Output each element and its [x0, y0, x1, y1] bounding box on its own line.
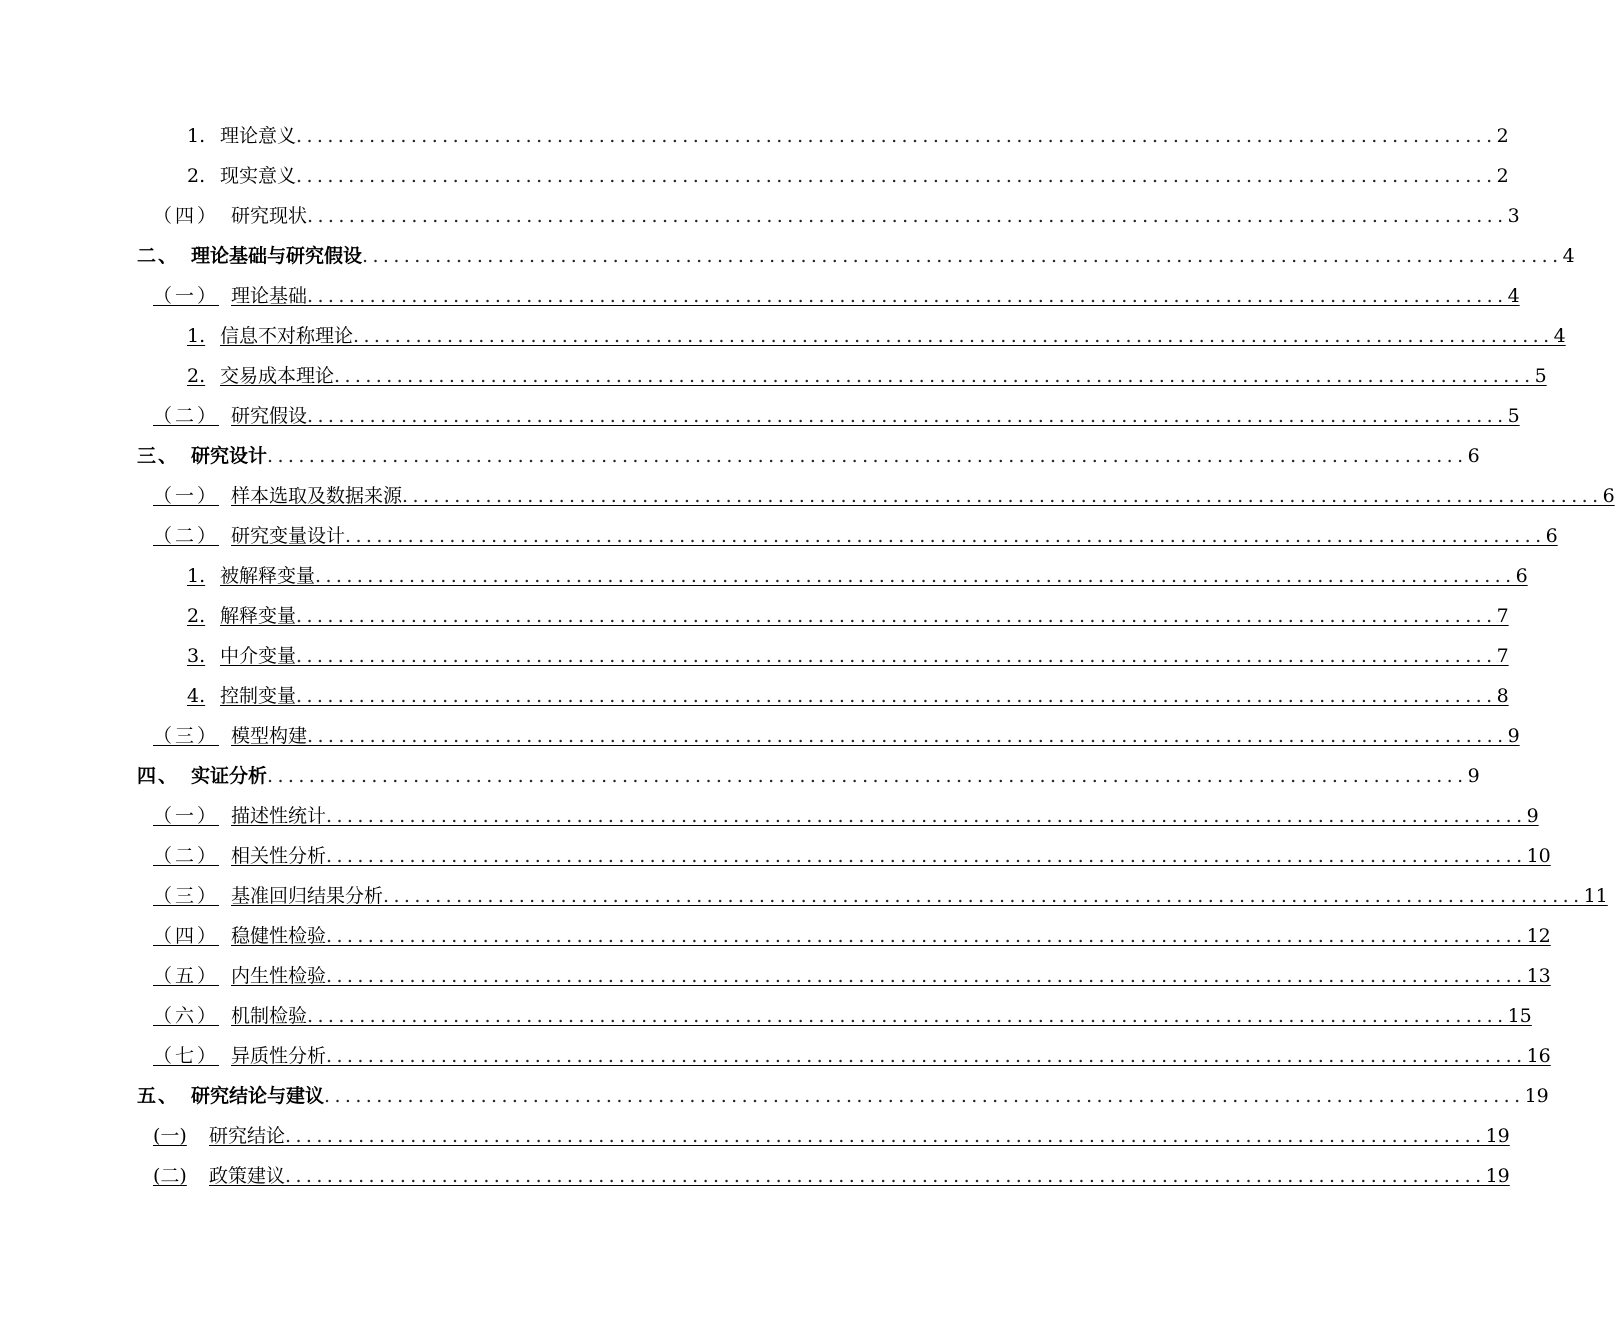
- entry-number: （三）: [153, 725, 220, 747]
- entry-page-number: 13: [1526, 965, 1551, 987]
- toc-entry[interactable]: [187, 637, 1509, 667]
- toc-entry[interactable]: [153, 957, 1551, 987]
- entry-number: 1.: [187, 125, 206, 147]
- entry-number: 3.: [187, 645, 206, 667]
- toc-entry[interactable]: [153, 717, 1520, 747]
- dot-leader: ...................................................................................................................: [307, 405, 1508, 427]
- section-number: 三、: [137, 445, 180, 467]
- entry-page-number: 4: [1507, 285, 1520, 307]
- entry-page-number: 10: [1526, 845, 1551, 867]
- entry-page-number: 7: [1496, 605, 1509, 627]
- entry-title: 样本选取及数据来源: [231, 485, 403, 507]
- toc-entry[interactable]: [187, 157, 1509, 187]
- entry-title: 理论意义: [220, 125, 297, 147]
- dot-leader: ...................................................................................................................: [307, 205, 1508, 227]
- section-title: 实证分析: [191, 765, 268, 787]
- dot-leader: ...................................................................................................................: [315, 565, 1516, 587]
- dot-leader: ...................................................................................................................: [267, 765, 1468, 787]
- toc-section-heading[interactable]: [137, 437, 1480, 467]
- entry-number: (二): [153, 1165, 187, 1187]
- dot-leader: ...................................................................................................................: [285, 1165, 1486, 1187]
- entry-page-number: 12: [1526, 925, 1551, 947]
- toc-entry[interactable]: [153, 517, 1558, 547]
- entry-page-number: 2: [1496, 125, 1509, 147]
- entry-page-number: 19: [1524, 1085, 1549, 1107]
- entry-number: 2.: [187, 365, 206, 387]
- entry-number: （二）: [153, 525, 220, 547]
- dot-leader: ...................................................................................................................: [353, 325, 1554, 347]
- entry-title: 相关性分析: [231, 845, 327, 867]
- entry-title: 模型构建: [231, 725, 308, 747]
- entry-number: （一）: [153, 285, 220, 307]
- section-title: 理论基础与研究假设: [191, 245, 363, 267]
- dot-leader: ...................................................................................................................: [267, 445, 1468, 467]
- toc-entry[interactable]: [153, 1157, 1510, 1187]
- toc-entry[interactable]: [153, 477, 1615, 507]
- entry-number: 2.: [187, 165, 206, 187]
- section-title: 研究结论与建议: [191, 1085, 325, 1107]
- toc-entry[interactable]: [153, 197, 1520, 227]
- entry-page-number: 19: [1485, 1125, 1510, 1147]
- entry-page-number: 4: [1553, 325, 1566, 347]
- entry-page-number: 11: [1583, 885, 1608, 907]
- entry-page-number: 19: [1485, 1165, 1510, 1187]
- toc-entry[interactable]: [153, 277, 1520, 307]
- dot-leader: ...................................................................................................................: [296, 605, 1497, 627]
- entry-title: 控制变量: [220, 685, 297, 707]
- toc-entry[interactable]: [187, 677, 1509, 707]
- entry-title: 稳健性检验: [231, 925, 327, 947]
- entry-title: 中介变量: [220, 645, 297, 667]
- toc-section-heading[interactable]: [137, 757, 1480, 787]
- toc-entry[interactable]: [153, 917, 1551, 947]
- entry-page-number: 9: [1507, 725, 1520, 747]
- entry-number: （四）: [153, 925, 220, 947]
- entry-title: 基准回归结果分析: [231, 885, 384, 907]
- dot-leader: ...................................................................................................................: [326, 925, 1527, 947]
- toc-entry[interactable]: [187, 557, 1528, 587]
- section-number: 四、: [137, 765, 180, 787]
- entry-page-number: 5: [1534, 365, 1547, 387]
- entry-title: 研究结论: [209, 1125, 286, 1147]
- dot-leader: ...................................................................................................................: [296, 165, 1497, 187]
- dot-leader: ...................................................................................................................: [383, 885, 1584, 907]
- entry-page-number: 6: [1602, 485, 1615, 507]
- toc-entry[interactable]: [153, 797, 1539, 827]
- entry-number: （四）: [153, 205, 220, 227]
- toc-entry[interactable]: [187, 597, 1509, 627]
- toc-entry[interactable]: [187, 317, 1566, 347]
- entry-page-number: 9: [1467, 765, 1480, 787]
- entry-number: 4.: [187, 685, 206, 707]
- entry-number: 1.: [187, 325, 206, 347]
- entry-page-number: 6: [1467, 445, 1480, 467]
- entry-number: 1.: [187, 565, 206, 587]
- dot-leader: ...................................................................................................................: [362, 245, 1563, 267]
- toc-section-heading[interactable]: [137, 237, 1575, 267]
- entry-page-number: 7: [1496, 645, 1509, 667]
- section-number: 五、: [137, 1085, 180, 1107]
- entry-page-number: 6: [1545, 525, 1558, 547]
- entry-title: 政策建议: [209, 1165, 286, 1187]
- entry-number: （二）: [153, 405, 220, 427]
- entry-title: 机制检验: [231, 1005, 308, 1027]
- entry-title: 理论基础: [231, 285, 308, 307]
- dot-leader: ...................................................................................................................: [307, 725, 1508, 747]
- entry-page-number: 2: [1496, 165, 1509, 187]
- entry-title: 被解释变量: [220, 565, 316, 587]
- entry-page-number: 5: [1507, 405, 1520, 427]
- entry-number: （二）: [153, 845, 220, 867]
- entry-title: 研究假设: [231, 405, 308, 427]
- entry-number: （三）: [153, 885, 220, 907]
- dot-leader: ...................................................................................................................: [296, 125, 1497, 147]
- entry-number: 2.: [187, 605, 206, 627]
- dot-leader: ...................................................................................................................: [296, 685, 1497, 707]
- section-title: 研究设计: [191, 445, 268, 467]
- entry-title: 信息不对称理论: [220, 325, 354, 347]
- toc-entry[interactable]: [153, 877, 1608, 907]
- dot-leader: ...................................................................................................................: [307, 1005, 1508, 1027]
- entry-title: 描述性统计: [231, 805, 327, 827]
- entry-number: (一): [153, 1125, 187, 1147]
- entry-number: （一）: [153, 805, 220, 827]
- dot-leader: ...................................................................................................................: [307, 285, 1508, 307]
- toc-entry[interactable]: [187, 357, 1547, 387]
- toc-entry[interactable]: [153, 397, 1520, 427]
- section-number: 二、: [137, 245, 180, 267]
- dot-leader: ...................................................................................................................: [324, 1085, 1525, 1107]
- entry-title: 研究变量设计: [231, 525, 346, 547]
- dot-leader: ...................................................................................................................: [402, 485, 1603, 507]
- toc-entry[interactable]: [153, 1037, 1551, 1067]
- entry-title: 现实意义: [220, 165, 297, 187]
- entry-number: （一）: [153, 485, 220, 507]
- dot-leader: ...................................................................................................................: [296, 645, 1497, 667]
- dot-leader: ...................................................................................................................: [326, 1045, 1527, 1067]
- toc-section-heading[interactable]: [137, 1077, 1549, 1107]
- toc-entry[interactable]: [153, 1117, 1510, 1147]
- dot-leader: ...................................................................................................................: [334, 365, 1535, 387]
- entry-page-number: 3: [1507, 205, 1520, 227]
- toc-entry[interactable]: [153, 997, 1532, 1027]
- entry-title: 解释变量: [220, 605, 297, 627]
- entry-number: （五）: [153, 965, 220, 987]
- dot-leader: ...................................................................................................................: [326, 965, 1527, 987]
- dot-leader: ...................................................................................................................: [326, 805, 1527, 827]
- toc-entry[interactable]: [187, 117, 1509, 147]
- entry-page-number: 8: [1496, 685, 1509, 707]
- entry-page-number: 16: [1526, 1045, 1551, 1067]
- entry-page-number: 15: [1507, 1005, 1532, 1027]
- entry-page-number: 6: [1515, 565, 1528, 587]
- toc-entry[interactable]: [153, 837, 1551, 867]
- dot-leader: ...................................................................................................................: [345, 525, 1546, 547]
- entry-title: 研究现状: [231, 205, 308, 227]
- entry-title: 内生性检验: [231, 965, 327, 987]
- entry-page-number: 9: [1526, 805, 1539, 827]
- entry-title: 异质性分析: [231, 1045, 327, 1067]
- dot-leader: ...................................................................................................................: [326, 845, 1527, 867]
- dot-leader: ...................................................................................................................: [285, 1125, 1486, 1147]
- entry-page-number: 4: [1562, 245, 1575, 267]
- entry-number: （六）: [153, 1005, 220, 1027]
- entry-number: （七）: [153, 1045, 220, 1067]
- entry-title: 交易成本理论: [220, 365, 335, 387]
